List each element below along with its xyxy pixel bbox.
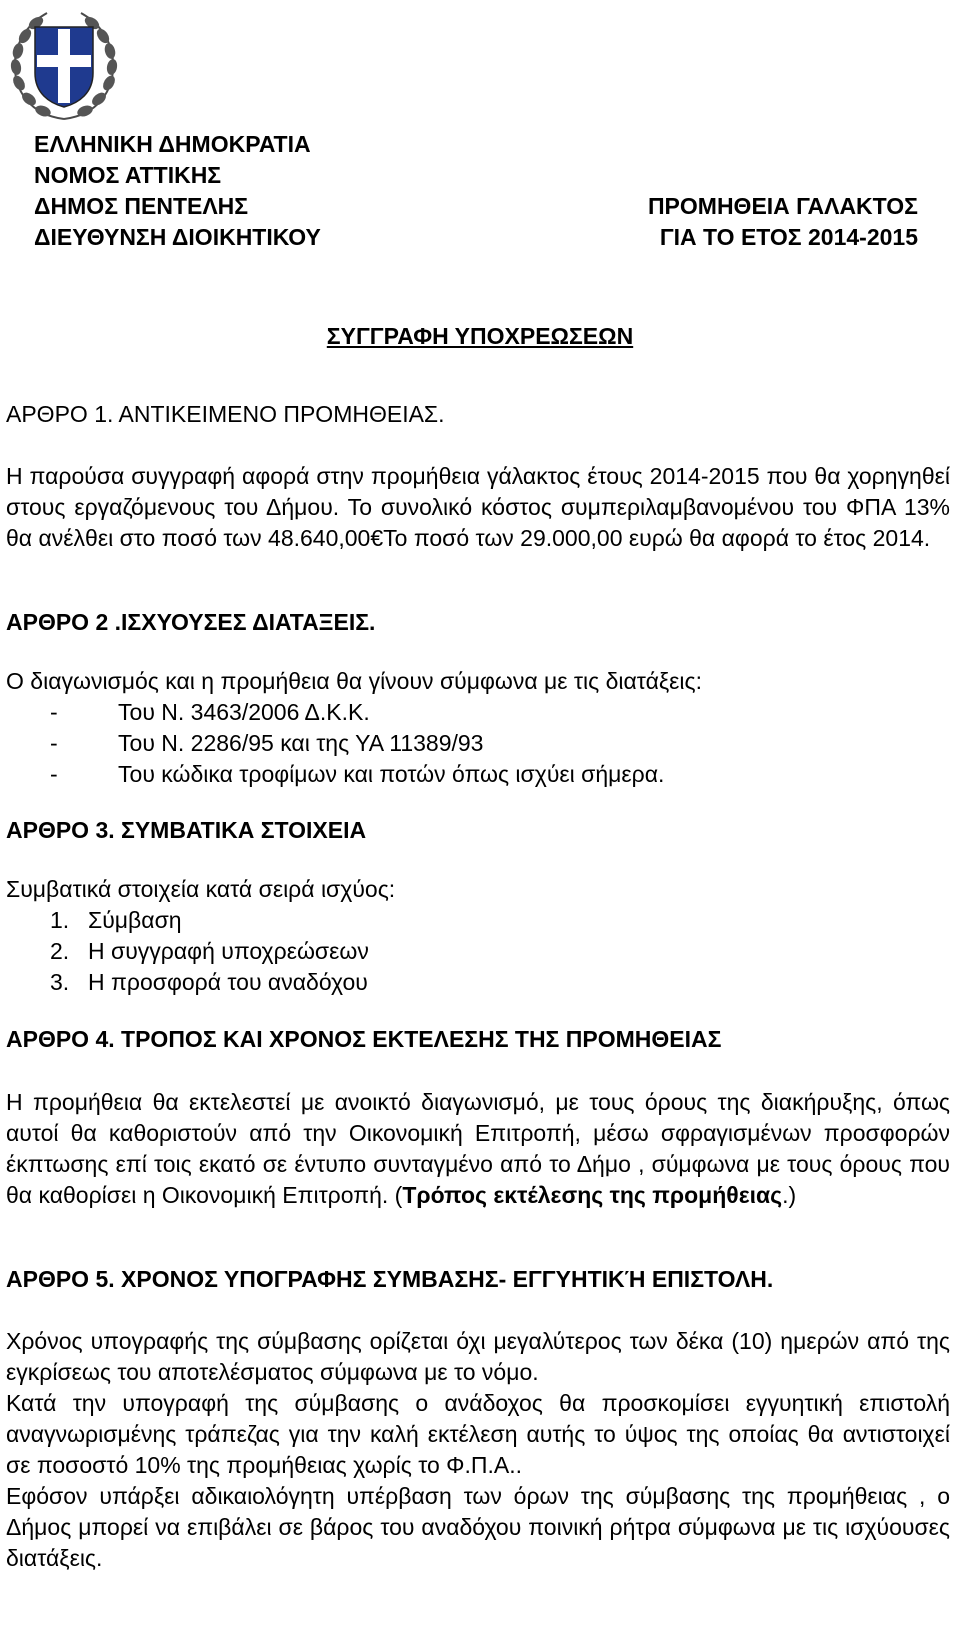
article-1-heading: ΑΡΘΡΟ 1. ΑΝΤΙΚΕΙΜΕΝΟ ΠΡΟΜΗΘΕΙΑΣ. — [6, 401, 445, 427]
list-item: - Του Ν. 3463/2006 Δ.Κ.Κ. — [6, 697, 950, 728]
list-text: Σύμβαση — [88, 907, 182, 933]
header-line-prefecture: ΝΟΜΟΣ ΑΤΤΙΚΗΣ — [34, 162, 222, 188]
article-4-end: .) — [782, 1182, 797, 1208]
header-line-municipality: ΔΗΜΟΣ ΠΕΝΤΕΛΗΣ — [34, 193, 249, 219]
article-5-paragraph-1: Χρόνος υπογραφής της σύμβασης ορίζεται όχι μεγαλύτερος των δέκα (10) ημερών από της εγκρίσεως του αποτελέσματος σύμφωνα με το νόμο. — [6, 1328, 950, 1385]
header-line-country: ΕΛΛΗΝΙΚΗ ΔΗΜΟΚΡΑΤΙΑ — [34, 131, 311, 157]
article-5-paragraph-2: Κατά την υπογραφή της σύμβασης ο ανάδοχος θα προσκομίσει εγγυητική επιστολή αναγνωρισμένης τράπεζας για την καλή εκτέλεση αυτής το ύψος της οποίας θα αντιστοιχεί σε ποσοστό 10% της προμήθειας χωρίς το Φ.Π.Α.. — [6, 1390, 950, 1478]
list-text: Η προσφορά του αναδόχου — [88, 969, 368, 995]
article-3-list — [6, 905, 950, 998]
article-4-body: Η προμήθεια θα εκτελεστεί με ανοικτό διαγωνισμό, με τους όρους της διακήρυξης, όπως αυτοί θα καθοριστούν από την Οικονομική Επιτροπή, μέσω σφραγισμένων προσφορών έκπτωσης επί τοις εκατό σε έντυπο συνταγμένο από το Δήμο , σύμφωνα με τους όρους που θα καθορίσει η Οικονομική Επιτροπή. ( — [6, 1089, 950, 1208]
article-2-heading: ΑΡΘΡΟ 2 .ΙΣΧΥΟΥΣΕΣ ΔΙΑΤΑΞΕΙΣ. — [6, 609, 376, 635]
list-text: Η συγγραφή υποχρεώσεων — [88, 938, 369, 964]
article-2-intro: Ο διαγωνισμός και η προμήθεια θα γίνουν σύμφωνα με τις διατάξεις: — [6, 668, 702, 694]
subject-line-2: ΓΙΑ ΤΟ ΕΤΟΣ 2014-2015 — [659, 224, 918, 250]
list-item — [6, 936, 950, 967]
article-3-intro: Συμβατικά στοιχεία κατά σειρά ισχύος: — [6, 876, 396, 902]
list-item — [6, 967, 950, 998]
greek-coat-of-arms-icon — [3, 3, 125, 127]
list-number: 1. — [50, 907, 70, 933]
article-1 — [6, 399, 950, 430]
article-1-text: Η παρούσα συγγραφή αφορά στην προμήθεια γάλακτος έτους 2014-2015 που θα χορηγηθεί στους εργαζόμενους του Δήμου. Το συνολικό κόστος συμπεριλαμβανομένου του ΦΠΑ 13% θα ανέλθει στο ποσό των 48.640,00€Το ποσό των 29.000,00 ευρώ θα αφορά το έτος 2014. — [6, 463, 950, 551]
issuer-header — [34, 129, 321, 253]
article-5-heading: ΑΡΘΡΟ 5. ΧΡΟΝΟΣ ΥΠΟΓΡΑΦΗΣ ΣΥΜΒΑΣΗΣ- ΕΓΓΥΗΤΙΚΉ ΕΠΙΣΤΟΛΗ. — [6, 1266, 774, 1292]
header-line-department: ΔΙΕΥΘΥΝΣΗ ΔΙΟΙΚΗΤΙΚΟΥ — [34, 224, 321, 250]
subject-header — [648, 191, 918, 253]
article-5-paragraph-3: Εφόσον υπάρξει αδικαιολόγητη υπέρβαση των όρων της σύμβασης της προμήθειας , ο Δήμος μπορεί να επιβάλει σε βάρος του αναδόχου ποινική ρήτρα σύμφωνα με τις ισχύουσες διατάξεις. — [6, 1483, 950, 1571]
list-item: - Του κώδικα τροφίμων και ποτών όπως ισχύει σήμερα. — [6, 759, 950, 790]
article-4-bold: Τρόπος εκτέλεσης της προμήθειας — [402, 1182, 783, 1208]
article-3-heading: ΑΡΘΡΟ 3. ΣΥΜΒΑΤΙΚΑ ΣΤΟΙΧΕΙΑ — [6, 817, 367, 843]
article-2-list — [6, 697, 950, 790]
document-title-text: ΣΥΓΓΡΑΦΗ ΥΠΟΧΡΕΩΣΕΩΝ — [326, 323, 634, 349]
list-number: 3. — [50, 969, 70, 995]
subject-line-1: ΠΡΟΜΗΘΕΙΑ ΓΑΛΑΚΤΟΣ — [647, 193, 918, 219]
list-number: 2. — [50, 938, 70, 964]
list-item — [6, 905, 950, 936]
list-item: - Του Ν. 2286/95 και της ΥΑ 11389/93 — [6, 728, 950, 759]
article-4-heading: ΑΡΘΡΟ 4. ΤΡΟΠΟΣ ΚΑΙ ΧΡΟΝΟΣ ΕΚΤΕΛΕΣΗΣ ΤΗΣ ΠΡΟΜΗΘΕΙΑΣ — [6, 1026, 722, 1052]
document-title — [0, 321, 960, 352]
article-4-text — [6, 1087, 950, 1211]
